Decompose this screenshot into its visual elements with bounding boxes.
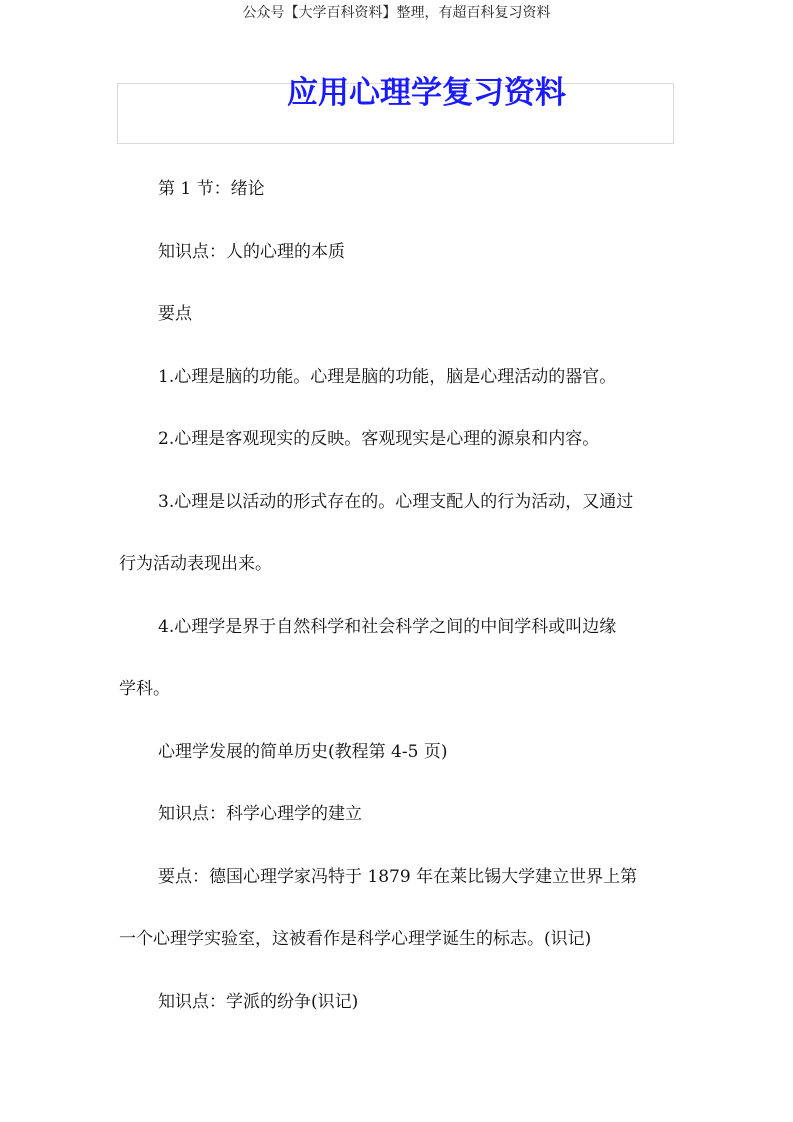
knowledge-point-scientific: 知识点：科学心理学的建立 — [158, 804, 362, 824]
key-point-2: 2.心理是客观现实的反映。客观现实是心理的源泉和内容。 — [158, 429, 600, 449]
key-point-4-line-1: 4.心理学是界于自然科学和社会科学之间的中间学科或叫边缘 — [158, 616, 617, 637]
key-point-1: 1.心理是脑的功能。心理是脑的功能，脑是心理活动的器官。 — [158, 366, 617, 387]
key-point-3-line-2: 行为活动表现出来。 — [119, 554, 272, 574]
page-header-note: 公众号【大学百科资料】整理，有超百科复习资料 — [242, 5, 551, 21]
wundt-point-line-1: 要点：德国心理学家冯特于 1879 年在莱比锡大学建立世界上第 — [158, 866, 638, 887]
history-heading: 心理学发展的简单历史(教程第 4-5 页) — [158, 741, 448, 762]
key-point-3-line-1: 3.心理是以活动的形式存在的。心理支配人的行为活动，又通过 — [158, 491, 634, 512]
wundt-point-line-2: 一个心理学实验室，这被看作是科学心理学诞生的标志。(识记) — [119, 929, 592, 949]
key-points-label: 要点 — [158, 304, 192, 324]
knowledge-point: 知识点：人的心理的本质 — [158, 241, 345, 262]
document-title: 应用心理学复习资料 — [287, 75, 566, 111]
section-heading: 第 1 节：绪论 — [158, 179, 265, 199]
document-body — [119, 158, 677, 1033]
knowledge-point-schools: 知识点：学派的纷争(识记) — [158, 991, 359, 1012]
key-point-4-line-2: 学科。 — [119, 679, 170, 699]
